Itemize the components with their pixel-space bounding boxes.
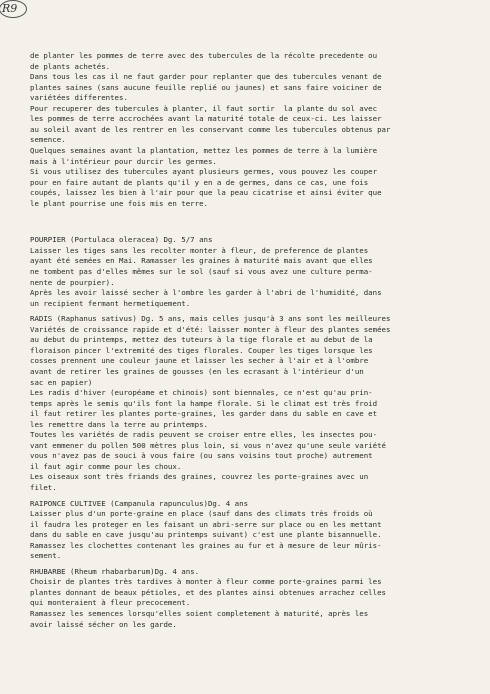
section-heading: RAIPONCE CULTIVEE (Campanula rapunculus)Dg. 4 ans	[30, 498, 249, 508]
section	[30, 567, 476, 630]
text-line: il faudra les proteger en les faisant un abri-serre sur place ou en les mettant	[30, 519, 382, 529]
text-line: ayant été semées en Mai. Ramasser les graines à maturité mais avant que elles	[30, 256, 373, 266]
text-line: Variétés de croissance rapide et d'été: laisser monter à fleur des plantes semées	[30, 324, 391, 334]
text-line: il faut agir comme pour les choux.	[30, 461, 182, 471]
text-line: qui monteraient à fleur precocement.	[30, 598, 191, 608]
text-line: vous n'avez pas de souci à vous faire (ou sans voisins tout proche) autrement	[30, 451, 373, 461]
text-line: plantes saines (sans aucune feuille replié ou jaunes) et sans faire voiciner de	[30, 82, 382, 92]
text-line: avoir laissé sécher on les garde.	[30, 619, 177, 629]
text-line: le plant pourrise une fois mis en terre.	[30, 198, 208, 208]
text-line: sac en papier)	[30, 377, 93, 387]
text-line: Quelques semaines avant la plantation, mettez les pommes de terre à la lumière	[30, 146, 378, 156]
text-line: pour en faire autant de plants qu'il y en a de germes, dans ce cas, une fois	[30, 177, 369, 187]
intro-paragraph	[30, 51, 476, 209]
document-body	[30, 30, 476, 641]
text-line: Ramassez les semences lorsqu'elles soient completement à maturité, après les	[30, 608, 369, 618]
text-line: mais à l'intérieur pour durcir les germes.	[30, 156, 217, 166]
text-line: cosses prennent une couleur jaune et laisser les secher à l'air et à l'ombre	[30, 356, 369, 366]
text-line: dans du sable en cave jusqu'au printemps suivant) c'est une plante bisannuelle.	[30, 530, 382, 540]
text-line: Pour recuperer des tubercules à planter, il faut sortir la plante du sol avec	[30, 103, 378, 113]
page-number: R9	[2, 2, 18, 15]
text-line: ne tombent pas d'elles mêmes sur le sol (sauf si vous avez une culture perma-	[30, 267, 373, 277]
text-line: Ramassez les clochettes contenant les graines au fur et à mesure de leur mûris-	[30, 540, 382, 550]
section	[30, 314, 476, 493]
text-line: au debut du printemps, mettez des tuteurs à la tige florale et au debut de la	[30, 335, 373, 345]
text-line: sement.	[30, 551, 62, 561]
text-line: temps après le semis qu'ils font la hampe florale. Si le climat est très froid	[30, 398, 378, 408]
text-line: nente de pourpier).	[30, 277, 115, 287]
text-line: de plants achetés.	[30, 61, 111, 71]
text-line: Les oiseaux sont très friands des graines, couvrez les porte-graines avec un	[30, 472, 369, 482]
section-heading: RADIS (Raphanus sativus) Dg. 5 ans, mais celles jusqu'à 3 ans sont les meilleures	[30, 314, 391, 324]
text-line: floraison pincer l'extremité des tiges florales. Couper les tiges lorsque les	[30, 345, 373, 355]
section-heading: POURPIER (Portulaca oleracea) Dg. 5/7 ans	[30, 235, 213, 245]
text-line: Si vous utilisez des tubercules ayant plusieurs germes, vous pouvez les couper	[30, 167, 378, 177]
text-line: Toutes les variétés de radis peuvent se croiser entre elles, les insectes pou-	[30, 430, 378, 440]
section-heading: RHUBARBE (Rheum rhabarbarum)Dg. 4 ans.	[30, 566, 200, 576]
text-line: avant de retirer les graines de gousses (en les ecrasant à l'intérieur d'un	[30, 366, 364, 376]
section	[30, 235, 476, 309]
text-line: Dans tous les cas il ne faut garder pour replanter que des tubercules venant de	[30, 72, 382, 82]
text-line: filet.	[30, 482, 57, 492]
text-line: Après les avoir laissé secher à l'ombre les garder à l'abri de l'humidité, dans	[30, 288, 382, 298]
text-line: de planter les pommes de terre avec des tubercules de la récolte precedente ou	[30, 51, 378, 61]
text-line: coupés, laissez les bien à l'air pour que la peau cicatrise et ainsi éviter que	[30, 188, 382, 198]
sections	[30, 230, 476, 630]
text-line: les pommes de terre accrochées avant la maturité totale de ceux-ci. Les laisser	[30, 114, 382, 124]
text-line: un recipient fermant hermetiquement.	[30, 298, 191, 308]
text-line: les remettre dans la terre au printemps.	[30, 419, 208, 429]
text-line: Laisser plus d'un porte-graine en place (sauf dans des climats très froids où	[30, 509, 373, 519]
text-line: il faut retirer les plantes porte-graines, les garder dans du sable en cave et	[30, 409, 378, 419]
text-line: vant emmener du pollen 500 mètres plus loin, si vous n'avez qu'une seule variété	[30, 440, 386, 450]
text-line: plantes donnant de beaux pétioles, et des plantes ainsi obtenues arrachez celles	[30, 587, 386, 597]
text-line: semence.	[30, 135, 66, 145]
text-line: Choisir de plantes très tardives à monter à fleur comme porte-graines parmi les	[30, 577, 382, 587]
text-line: variétées differentes.	[30, 93, 128, 103]
text-line: Laisser les tiges sans les recolter monter à fleur, de preference de plantes	[30, 245, 369, 255]
text-line: au soleil avant de les rentrer en les conservant comme les tubercules obtenus par	[30, 124, 391, 134]
text-line: Les radis d'hiver (européame et chinois) sont biennales, ce n'est qu'au prin-	[30, 388, 373, 398]
section	[30, 499, 476, 562]
